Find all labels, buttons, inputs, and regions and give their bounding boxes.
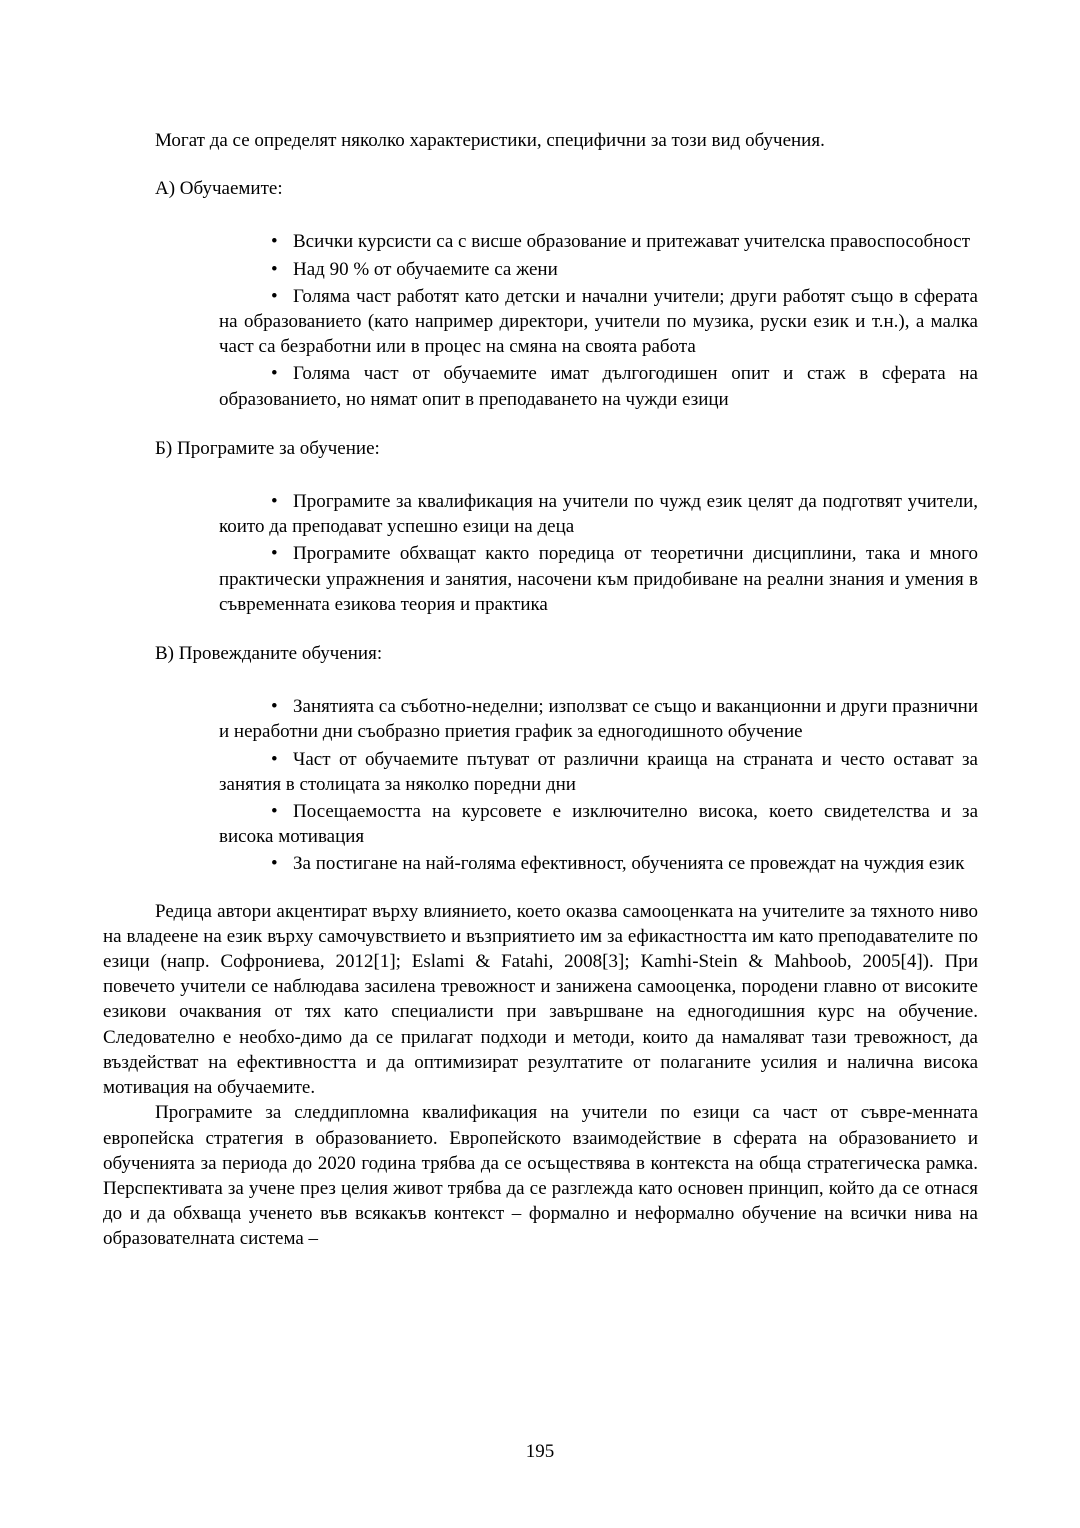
page-body: [103, 128, 978, 1252]
body-paragraph-1: Редица автори акцентират върху влиянието, което оказва самооценката на учителите за тяхното ниво на владеене на език върху самочувствието и възприятието им за ефикастността им като преподавателите по езици (напр. Софрониева, 2012[1]; Eslami & Fatahi, 2008[3]; Kamhi-Stein & Mahboob, 2005[4]). При повечето учители се наблюдава засилена тревожност и занижена самооценка, породени главно от високите езикови очаквания от тях като специалисти при завършване на едногодишния курс на обучение. Следователно е необхо-димо да се прилагат подходи и методи, които да намаляват тази тревожност, да въздействат на ефективността и да оптимизират резултатите от полаганите усилия и налична висока мотивация на обучаемите.: [103, 900, 978, 1099]
bullet-icon: •: [271, 696, 278, 718]
section-c-heading: В) Провежданите обучения:: [155, 643, 383, 665]
body-paragraph-2: Програмите за следдипломна квалификация на учители по езици са част от съвре-менната европейска стратегия в образованието. Европейското взаимодействие в сферата на образованието и обученията за периода до 2020 година трябва да се осъществява в контекста на обща стратегическа рамка. Перспективата за учене през целия живот трябва да се разглежда като основен принцип, който да се отнася до и да обхваща ученето във всякакъв контекст – формално и неформално обучение на всички нива на образователната система –: [103, 1102, 978, 1250]
section-b-list: [103, 489, 978, 617]
page-number: 195: [525, 1441, 555, 1462]
list-item: • Част от обучаемите пътуват от различни краища на страната и често остават за занятия в столицата за няколко поредни дни: [219, 748, 978, 795]
bullet-icon: •: [271, 491, 278, 513]
list-item: • Над 90 % от обучаемите са жени: [219, 257, 978, 282]
list-item: • Всички курсисти са с висше образование и притежават учителска правоспособност: [219, 229, 978, 254]
bullet-icon: •: [271, 853, 278, 875]
list-item: • Занятията са съботно-неделни; използват се също и ваканционни и други празнични и неработни дни съобразно приетия график за едногодишното обучение: [219, 696, 978, 743]
list-item: • Посещаемостта на курсовете е изключително висока, което свидетелства и за висока мотивация: [219, 801, 978, 848]
section-c-list: [103, 694, 978, 876]
section-a-list: [103, 229, 978, 411]
bullet-icon: •: [271, 748, 278, 770]
bullet-icon: •: [271, 543, 278, 565]
bullet-icon: •: [271, 363, 278, 385]
bullet-icon: •: [271, 285, 278, 307]
bullet-icon: •: [271, 801, 278, 823]
list-item: • За постигане на най-голяма ефективност, обученията се провеждат на чуждия език: [219, 851, 978, 876]
list-item: • Програмите обхващат както поредица от теоретични дисциплини, така и много практически упражнения и занятия, насочени към придобиване на реални знания и умения в съвременната езикова теория и практика: [219, 543, 978, 615]
bullet-icon: •: [271, 258, 278, 280]
intro-text: Могат да се определят няколко характеристики, специфични за този вид обучения.: [155, 130, 825, 151]
list-item: • Програмите за квалификация на учители по чужд език целят да подготвят учители, които да преподават успешно езици на деца: [219, 491, 978, 538]
list-item: • Голяма част работят като детски и начални учители; други работят също в сферата на образованието (като например директори, учители по музика, руски език и т.н.), а малка част са безработни или в процес на смяна на своята работа: [219, 285, 978, 358]
list-item: • Голяма част от обучаемите имат дългогодишен опит и стаж в сферата на образованието, но нямат опит в преподаването на чужди езици: [219, 363, 978, 410]
section-a-heading: А) Обучаемите:: [155, 178, 283, 200]
section-b-heading: Б) Програмите за обучение:: [155, 437, 380, 459]
bullet-icon: •: [271, 231, 278, 253]
